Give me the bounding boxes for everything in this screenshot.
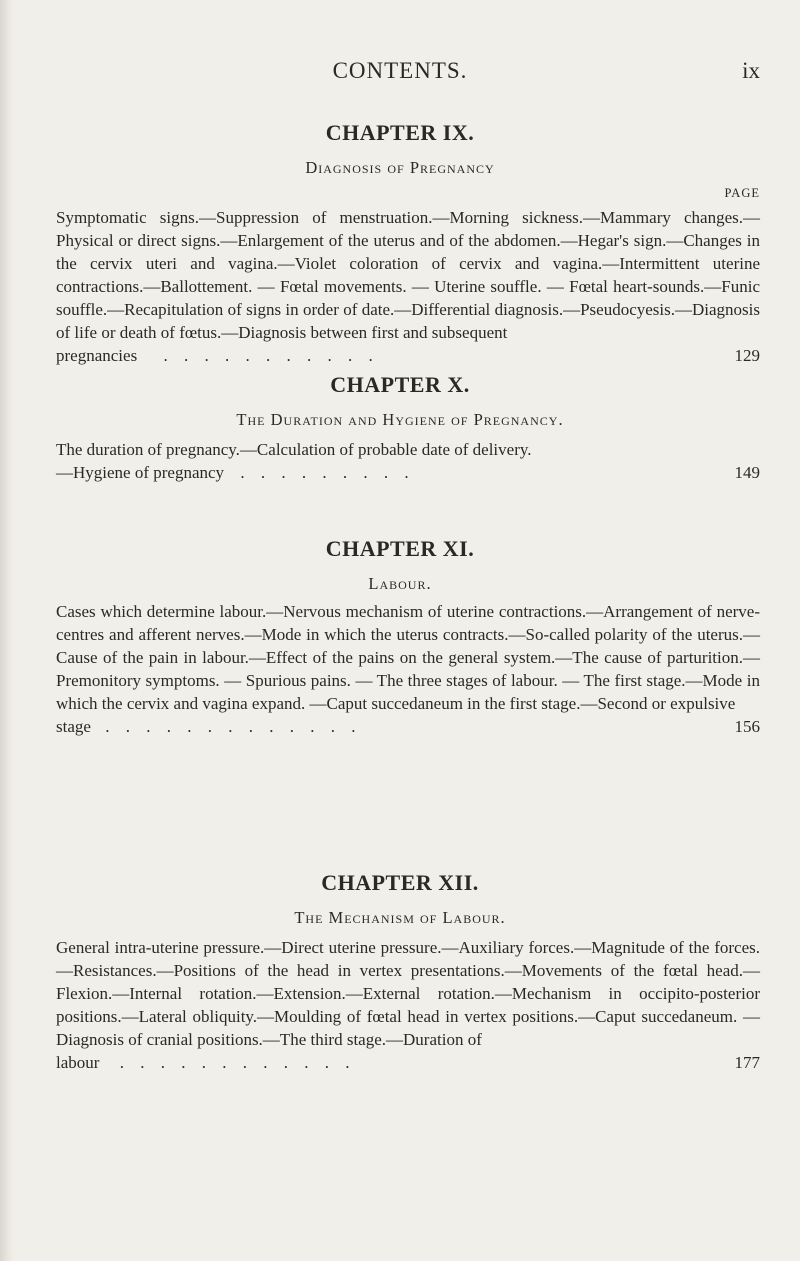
entry-last-words: stage [56, 717, 91, 736]
entry-text: The duration of pregnancy.—Calculation of probable date of delivery. [56, 440, 532, 459]
chapter-ix [0, 120, 800, 178]
entry-page-number: 177 [734, 1053, 760, 1072]
chapter-title: CHAPTER IX. [325, 120, 475, 145]
entry-page-number: 156 [734, 717, 760, 736]
chapter-title: CHAPTER X. [330, 372, 470, 397]
chapter-subtitle: Labour. [368, 574, 432, 593]
leader-dots: . . . . . . . . . . . . [119, 1053, 356, 1072]
page-column-label: PAGE [724, 186, 760, 200]
entry-last-line [56, 344, 760, 367]
leader-dots: . . . . . . . . . . . . . [105, 717, 362, 736]
chapter-title: CHAPTER XI. [325, 536, 475, 561]
running-head [0, 58, 800, 88]
entry-last-line [56, 1051, 760, 1074]
entry-text: Cases which determine labour.—Nervous mechanism of uterine contractions.—Arrangement of nerve-centres and afferent nerves.—Mode in which the uterus contracts.—So-called polarity of the uterus.—Cause of the pain in labour.—Effect of the pains on the general system.—The cause of parturition.—Premonitory symptoms. — Spurious pains. — The three stages of labour. — The first stage.—Mode in which the cervix and vagina expand. —Caput succedaneum in the first stage.—Second or expulsive [56, 602, 760, 713]
entry-last-words: pregnancies [56, 346, 138, 365]
chapter-xi-entry [56, 600, 760, 738]
entry-text: General intra-uterine pressure.—Direct uterine pressure.—Auxiliary forces.—Magnitude of the forces.—Resistances.—Positions of the head in vertex presentations.—Movements of the fœtal head.—Flexion.—Internal rotation.—Extension.—External rotation.—Mechanism in occipito-posterior positions.—Lateral obliquity.—Moulding of fœtal head in vertex positions.—Caput succedaneum. —Diagnosis of cranial positions.—The third stage.—Duration of [56, 938, 760, 1049]
entry-page-number: 129 [734, 346, 760, 365]
leader-dots: . . . . . . . . . . . [163, 346, 379, 365]
chapter-xi [0, 536, 800, 594]
chapter-x-entry [56, 438, 760, 484]
entry-text: Symptomatic signs.—Suppression of menstruation.—Morning sickness.—Mammary changes.—Physical or direct signs.—Enlargement of the uterus and of the abdomen.—Hegar's sign.—Changes in the cervix uteri and vagina.—Violet coloration of cervix and vagina.—Intermittent uterine contractions.—Ballottement. — Fœtal movements. — Uterine souffle. — Fœtal heart-sounds.—Funic souffle.—Recapitulation of signs in order of date.—Differential diagnosis.—Pseudocyesis.—Diagnosis of life or death of fœtus.—Diagnosis between first and subsequent [56, 208, 760, 342]
entry-last-words: —Hygiene of pregnancy [56, 463, 225, 482]
entry-last-line [56, 461, 760, 484]
chapter-xii-entry [56, 936, 760, 1074]
running-title: CONTENTS. [332, 58, 468, 83]
chapter-x [0, 372, 800, 430]
entry-page-number: 149 [734, 463, 760, 482]
folio-page-number: ix [742, 58, 760, 83]
leader-dots: . . . . . . . . . [240, 463, 415, 482]
chapter-ix-entry [56, 206, 760, 367]
chapter-xii [0, 870, 800, 928]
entry-last-line [56, 715, 760, 738]
entry-last-words: labour [56, 1053, 100, 1072]
chapter-subtitle: The Duration and Hygiene of Pregnancy. [236, 410, 564, 429]
chapter-subtitle: Diagnosis of Pregnancy [305, 158, 495, 177]
chapter-title: CHAPTER XII. [321, 870, 479, 895]
chapter-subtitle: The Mechanism of Labour. [294, 908, 506, 927]
